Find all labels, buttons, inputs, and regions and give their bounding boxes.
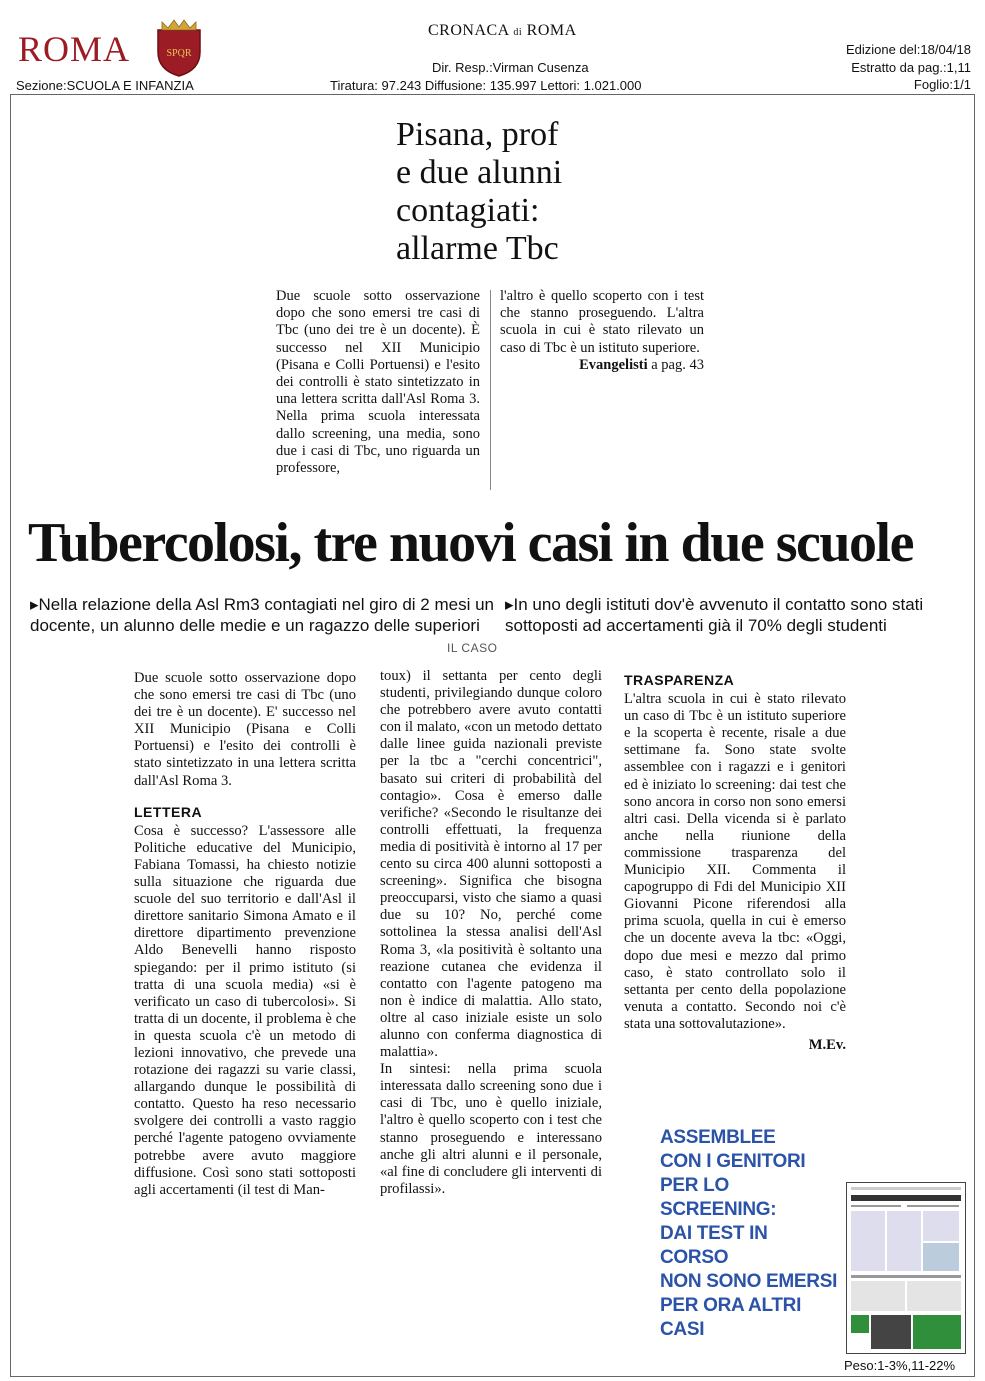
pull-quote-line: NON SONO EMERSI	[660, 1271, 838, 1292]
crest-text: SPQR	[166, 48, 192, 59]
section-label: Sezione:SCUOLA E INFANZIA	[16, 78, 194, 93]
teaser-column-2	[500, 288, 704, 374]
teaser-title-line: allarme Tbc	[396, 230, 559, 267]
roma-logo: ROMA	[18, 29, 131, 69]
teaser-title-line: Pisana, prof	[396, 116, 559, 153]
section-heading-lettera: LETTERA	[134, 803, 203, 820]
subheadline-1: ▸Nella relazione della Asl Rm3 contagiati nel giro di 2 mesi un docente, un alunno delle medie e un ragazzo delle superiori	[30, 595, 494, 635]
sheet-number: Foglio:1/1	[913, 77, 971, 92]
article-column-3	[624, 672, 846, 1054]
extract-page: Estratto da pag.:1,11	[851, 60, 971, 75]
page-thumbnail	[846, 1182, 966, 1354]
pull-quote-line: PER LO SCREENING:	[660, 1175, 777, 1220]
teaser-column-2-text: l'altro è quello scoperto con i test che stanno proseguendo. L'altra scuola in cui è stato rilevato un caso di Tbc è un istituto superiore.	[500, 288, 704, 356]
kicker: IL CASO	[447, 641, 498, 655]
article-intro: Due scuole sotto osservazione dopo che sono emersi tre casi di Tbc (uno dei tre è un docente). E' successo nel XII Municipio (Pisana e Colli Portuensi) e l'esito dei controlli è stato sintetizzato in una lettera scritta dall'Asl Roma 3.	[134, 670, 356, 789]
publisher-sep: di	[513, 27, 523, 38]
headline: Tubercolosi, tre nuovi casi in due scuole	[28, 512, 913, 574]
article-paragraph: Cosa è successo? L'assessore alle Politiche educative del Municipio, Fabiana Tomassi, ha chiesto notizie sulla situazione che riguarda due scuole del suo territorio e dall'Asl il direttore sanitario Simona Amato e il direttore dipartimento prevenzione Aldo Benevelli hanno risposto spiegando: per il primo istituto (si tratta di una scuola media) «si è verificato un caso di tubercolosi». Si tratta di un docente, il problema è che in questa scuola c'è un metodo di lezioni innovativo, che prevede una rotazione dei ragazzi su varie classi, allargando dunque le possibilità di contatto. Questo ha reso necessario svolgere dei controlli a vasto raggio perché l'agente patogeno ovviamente potrebbe avere avuto maggiore diffusione. Così sono stati sottoposti agli accertamenti (il test di Man-	[134, 822, 356, 1198]
publisher-logo	[428, 22, 577, 40]
pull-quote-line: PER ORA ALTRI CASI	[660, 1295, 802, 1340]
section-heading-trasparenza: TRASPARENZA	[624, 672, 735, 688]
article-paragraph: In sintesi: nella prima scuola interessata dallo screening sono due i casi di Tbc, uno è quello iniziale, l'altro è quello scoperto con i test che stanno proseguendo e interessano anche gli altri alunni e il personale, «al fine di concludere gli interventi di profilassi».	[380, 1061, 602, 1197]
article-paragraph: L'altra scuola in cui è stato rilevato un caso di Tbc è un istituto superiore e la scoperta è recente, risale a due settimane fa. Sono state svolte assemblee con i ragazzi e i genitori ed è iniziato lo screening: dai test che sono ancora in corso non sono emersi altri casi. Della vicenda si è parlato anche nella riunione della commissione trasparenza del Municipio XII. Commenta il capogruppo di Fdi del Municipio XII Giovanni Picone riferendosi alla prima scuola, quella in cui è emerso che un docente aveva la tbc: «Oggi, dopo due mesi e mezzo dal primo caso, è stato controllato solo il settanta per cento della popolazione venuta a contatto. Secondo noi c'è stata una sottovalutazione».	[624, 691, 846, 1032]
pull-quote	[660, 1126, 840, 1342]
director: Dir. Resp.:Virman Cusenza	[432, 60, 589, 75]
publisher-city: ROMA	[526, 22, 577, 39]
edition-date: Edizione del:18/04/18	[845, 42, 971, 57]
pull-quote-line: ASSEMBLEE	[660, 1127, 776, 1148]
column-divider	[490, 290, 491, 490]
article-column-2	[380, 668, 602, 1198]
teaser-column-1: Due scuole sotto osservazione dopo che sono emersi tre casi di Tbc (uno dei tre è un docente). È successo nel XII Municipio (Pisana e Colli Portuensi) e l'esito dei controlli è stato sintetizzato in una lettera scritta dall'Asl Roma 3. Nella prima scuola interessata dallo screening, una media, sono due i casi di Tbc, uno riguarda un professore,	[276, 288, 480, 477]
teaser-ref-page: a pag. 43	[647, 356, 704, 373]
pull-quote-line: DAI TEST IN CORSO	[660, 1223, 768, 1268]
weight-label: Peso:1-3%,11-22%	[844, 1358, 956, 1373]
article-paragraph: toux) il settanta per cento degli studenti, privilegiando dunque coloro che potrebbero avere avuto contatti con il malato, «con un metodo dettato dalle linee guida nazionali previste per la tbc a "cerchi concentrici", basato sui criteri di probabilità del contagio». Cosa è emerso dalle verifiche? «Secondo le risultanze dei controlli effettuati, la frequenza media di positività è intorno al 17 per cento su circa 400 alunni sottoposti a screening». Significa che bisogna preoccuparsi, visto che siamo a quasi due su 10? No, perché come sottolinea la stessa analisi dell'Asl Roma 3, «la positività è soltanto una reazione cutanea che evidenza il contatto con l'agente patogeno ma non è indice di malattia. Allo stato, oltre al caso iniziale esiste un solo alunno con conferma diagnostica di malattia».	[380, 668, 602, 1061]
circulation: Tiratura: 97.243 Diffusione: 135.997 Lettori: 1.021.000	[330, 78, 642, 93]
teaser-title-line: contagiati:	[396, 192, 540, 229]
teaser-ref-author: Evangelisti	[579, 356, 648, 373]
roma-crest-icon	[154, 16, 204, 78]
teaser-title-line: e due alunni	[396, 154, 563, 191]
author-signature: M.Ev.	[808, 1036, 846, 1053]
publisher-name: CRONACA	[428, 22, 509, 39]
teaser-page-ref	[500, 357, 704, 374]
subheadline-2: ▸In uno degli istituti dov'è avvenuto il contatto sono stati sottoposti ad accertamenti già il 70% degli studenti	[505, 595, 924, 635]
pull-quote-line: CON I GENITORI	[660, 1151, 806, 1172]
article-column-1	[134, 670, 356, 1199]
teaser-title	[396, 116, 716, 268]
